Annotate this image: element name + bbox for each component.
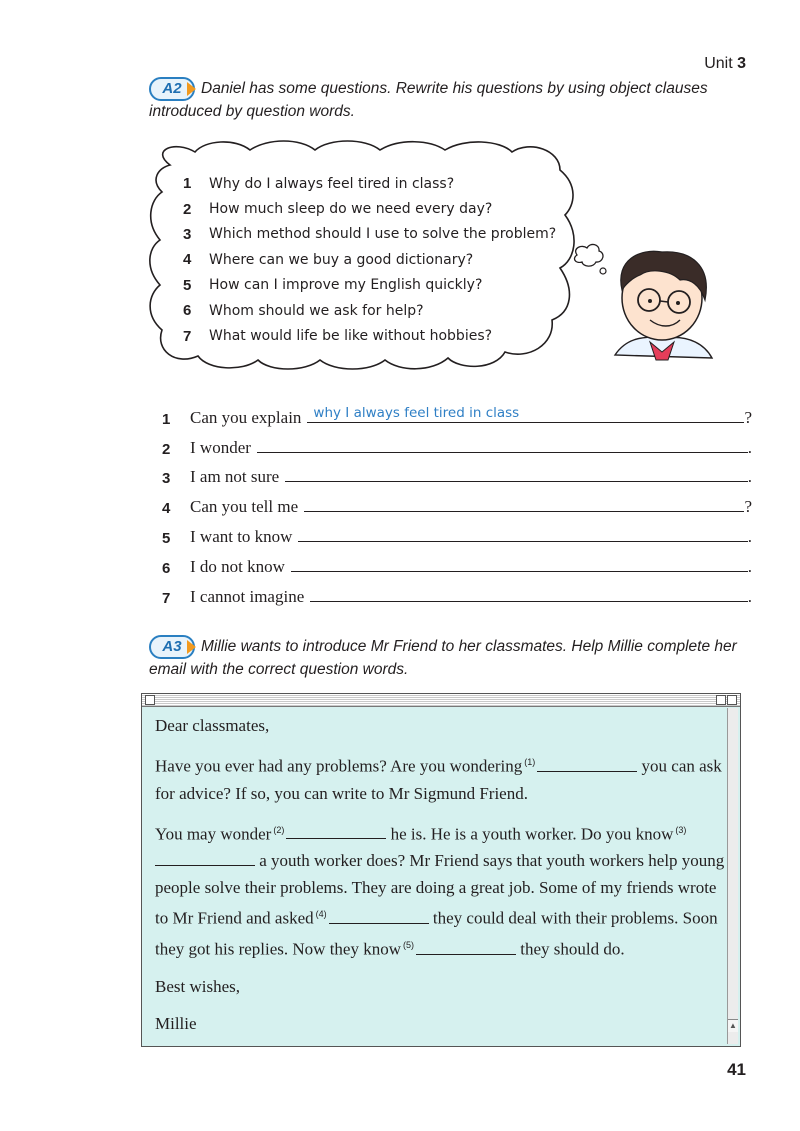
a2-badge: A2 (149, 77, 195, 101)
question-item: 5 How can I improve my English quickly? (183, 276, 483, 294)
question-item: 4 Where can we buy a good dictionary? (183, 251, 474, 269)
email-body (155, 712, 725, 1047)
email-signature: Millie (155, 1013, 197, 1033)
play-icon (187, 640, 196, 654)
window-titlebar (142, 694, 740, 707)
page-number: 41 (727, 1060, 746, 1079)
small-thought-cloud (575, 244, 603, 266)
answer-row: 1 Can you explain why I always feel tired in class ? (162, 404, 752, 428)
email-paragraph-1: Have you ever had any problems? Are you wondering $^{(1)}$ you can ask for advice? If so, you can write to Mr Sigmund Friend. (155, 756, 722, 803)
question-item: 7 What would life be like without hobbies? (183, 327, 493, 345)
answer-blank[interactable] (298, 523, 747, 542)
zoom-box-icon[interactable] (727, 695, 737, 705)
answer-row: 2 I wonder . (162, 428, 752, 458)
scroll-up-icon[interactable]: ▲ (729, 1021, 737, 1030)
answer-blank[interactable] (285, 463, 748, 482)
answer-blank[interactable] (257, 434, 748, 453)
resize-box-icon[interactable] (716, 695, 726, 705)
answer-row: 6 I do not know . (162, 547, 752, 577)
question-item: 6 Whom should we ask for help? (183, 302, 424, 320)
email-closing: Best wishes, (155, 976, 240, 996)
example-answer: why I always feel tired in class (313, 404, 520, 421)
answer-row: 5 I want to know . (162, 517, 752, 547)
blank-1[interactable] (537, 756, 637, 772)
blank-2[interactable] (286, 823, 386, 839)
question-item: 2 How much sleep do we need every day? (183, 200, 493, 218)
blank-4[interactable] (329, 908, 429, 924)
email-window (141, 693, 741, 1047)
email-paragraph-2: You may wonder $^{(2)}$ he is. He is a youth worker. Do you know $^{(3)}$ a youth worker does? Mr Friend says that youth workers help young people solve their problems. They are doing a great job. Some of my friends wrote to Mr Friend and asked $^{(4)}$ they could deal with their problems. Soon they got his replies. Now they know $^{(5)}$ they should do. (155, 824, 725, 959)
question-item: 3 Which method should I use to solve the problem? (183, 225, 557, 243)
question-list (183, 171, 556, 349)
unit-word: Unit (704, 55, 733, 72)
blank-3[interactable] (155, 850, 255, 866)
a2-instruction-text: Daniel has some questions. Rewrite his questions by using object clauses introduced by question words. (149, 80, 708, 120)
answer-row: 4 Can you tell me ? (162, 487, 752, 517)
answer-blank[interactable] (307, 404, 744, 423)
a3-instruction-text: Millie wants to introduce Mr Friend to her classmates. Help Millie complete her email with the correct question words. (149, 638, 737, 678)
email-greeting: Dear classmates, (155, 716, 270, 735)
answer-blank[interactable] (310, 583, 748, 602)
a3-badge: A3 (149, 635, 195, 659)
answer-blank[interactable] (304, 493, 744, 512)
a3-instruction (149, 635, 749, 681)
daniel-illustration (615, 251, 712, 360)
answer-row: 7 I cannot imagine . (162, 577, 752, 607)
answer-blank[interactable] (291, 553, 748, 572)
close-box-icon[interactable] (145, 695, 155, 705)
scrollbar[interactable] (727, 708, 738, 1044)
answer-list (162, 398, 752, 607)
question-item: 1 Why do I always feel tired in class? (183, 175, 455, 193)
blank-5[interactable] (416, 939, 516, 955)
answer-row: 3 I am not sure . (162, 458, 752, 488)
unit-number: 3 (737, 55, 746, 72)
